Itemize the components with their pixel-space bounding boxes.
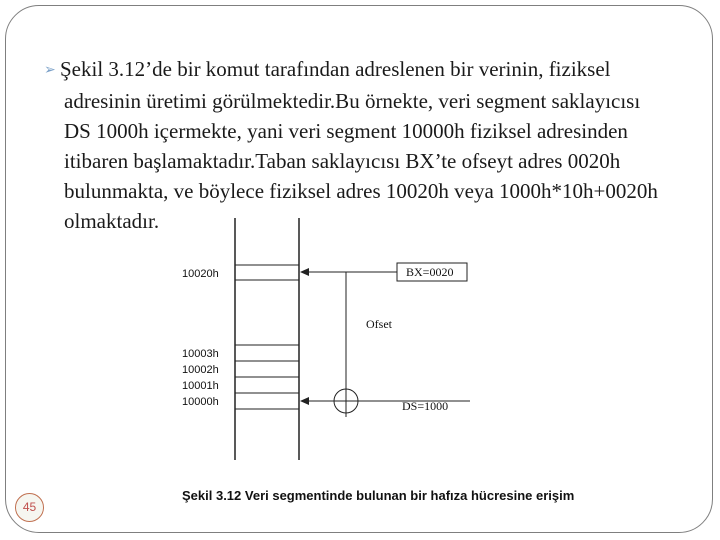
page-number-badge: 45	[15, 493, 44, 522]
offset-label: Ofset	[366, 317, 392, 331]
address-label: 10001h	[182, 380, 219, 392]
figure-caption: Şekil 3.12 Veri segmentinde bulunan bir hafıza hücresine erişim	[182, 488, 575, 503]
address-label: 10003h	[182, 348, 219, 360]
address-label: 10000h	[182, 396, 219, 408]
address-label: 10002h	[182, 364, 219, 376]
address-label-top: 10020h	[182, 268, 219, 280]
body-paragraph	[44, 54, 664, 236]
paragraph-text: Şekil 3.12’de bir komut tarafından adreslenen bir verinin, fiziksel adresinin üretimi görülmektedir.Bu örnekte, veri segment saklayıcısı DS 1000h içermekte, yani veri segment 10000h fiziksel adresinden itibaren başlamaktadır.Taban saklayıcısı BX’te ofseyt adres 0020h bulunmakta, ve böylece fiziksel adres 10020h veya 1000h*10h+0020h olmaktadır.	[60, 57, 658, 233]
ds-label: DS=1000	[402, 399, 449, 413]
ds-arrowhead	[300, 397, 309, 405]
bx-arrowhead	[300, 268, 309, 276]
bx-label: BX=0020	[406, 265, 454, 279]
memory-diagram	[170, 210, 490, 480]
bullet-icon: ➢	[44, 63, 56, 78]
